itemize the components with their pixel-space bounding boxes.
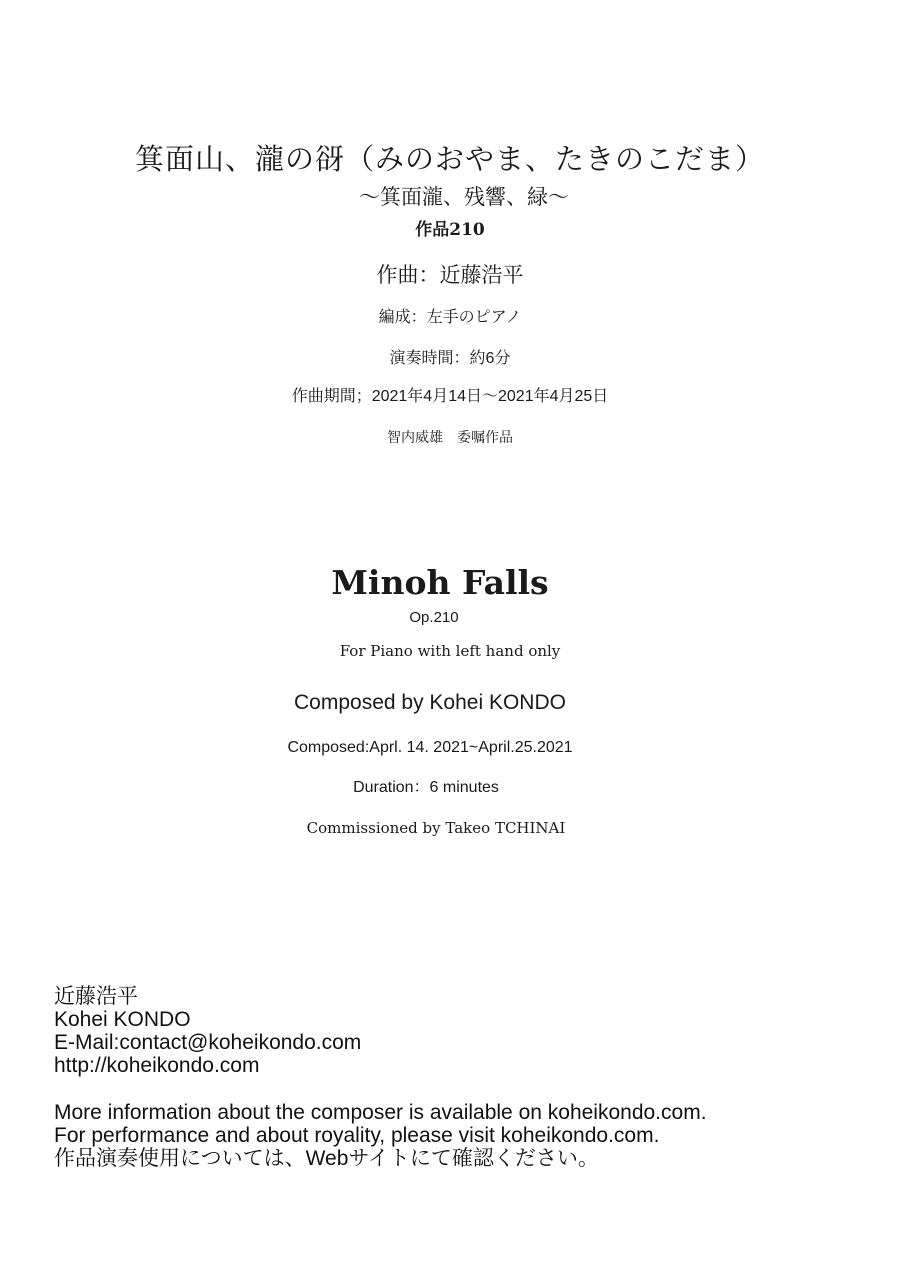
english-opus: Op.210 (409, 609, 459, 626)
japanese-opus: 作品210 (415, 220, 485, 240)
info-line-performance: For performance and about royality, please visit koheikondo.com. (54, 1124, 660, 1147)
japanese-composer: 作曲：近藤浩平 (376, 264, 524, 287)
english-instrumentation: For Piano with left hand only (339, 642, 561, 660)
info-block (54, 1101, 707, 1170)
english-composer: Composed by Kohei KONDO (294, 691, 566, 714)
contact-name-english: Kohei KONDO (54, 1008, 191, 1031)
japanese-commission: 智内威雄 委嘱作品 (387, 430, 513, 446)
contact-email: E-Mail:contact@koheikondo.com (54, 1031, 362, 1054)
info-line-japanese: 作品演奏使用については、Webサイトにて確認ください。 (54, 1147, 599, 1170)
japanese-instrumentation: 編成：左手のピアノ (378, 309, 522, 326)
japanese-composition-period: 作曲期間；2021年4月14日〜2021年4月25日 (291, 388, 609, 405)
contact-block (54, 985, 361, 1077)
contact-website: http://koheikondo.com (54, 1054, 260, 1077)
english-title: Minoh Falls (331, 563, 549, 602)
english-commission: Commissioned by Takeo TCHINAI (306, 819, 566, 837)
japanese-duration: 演奏時間：約6分 (389, 350, 511, 367)
japanese-title: 箕面山、瀧の谺（みのおやま、たきのこだま） (134, 142, 765, 176)
english-composition-period: Composed:Aprl. 14. 2021~April.25.2021 (287, 739, 573, 756)
info-line-composer: More information about the composer is available on koheikondo.com. (54, 1101, 707, 1124)
contact-name-japanese: 近藤浩平 (54, 985, 138, 1008)
japanese-subtitle: 〜箕面瀧、残響、緑〜 (359, 185, 569, 209)
english-duration: Duration：6 minutes (353, 779, 499, 796)
